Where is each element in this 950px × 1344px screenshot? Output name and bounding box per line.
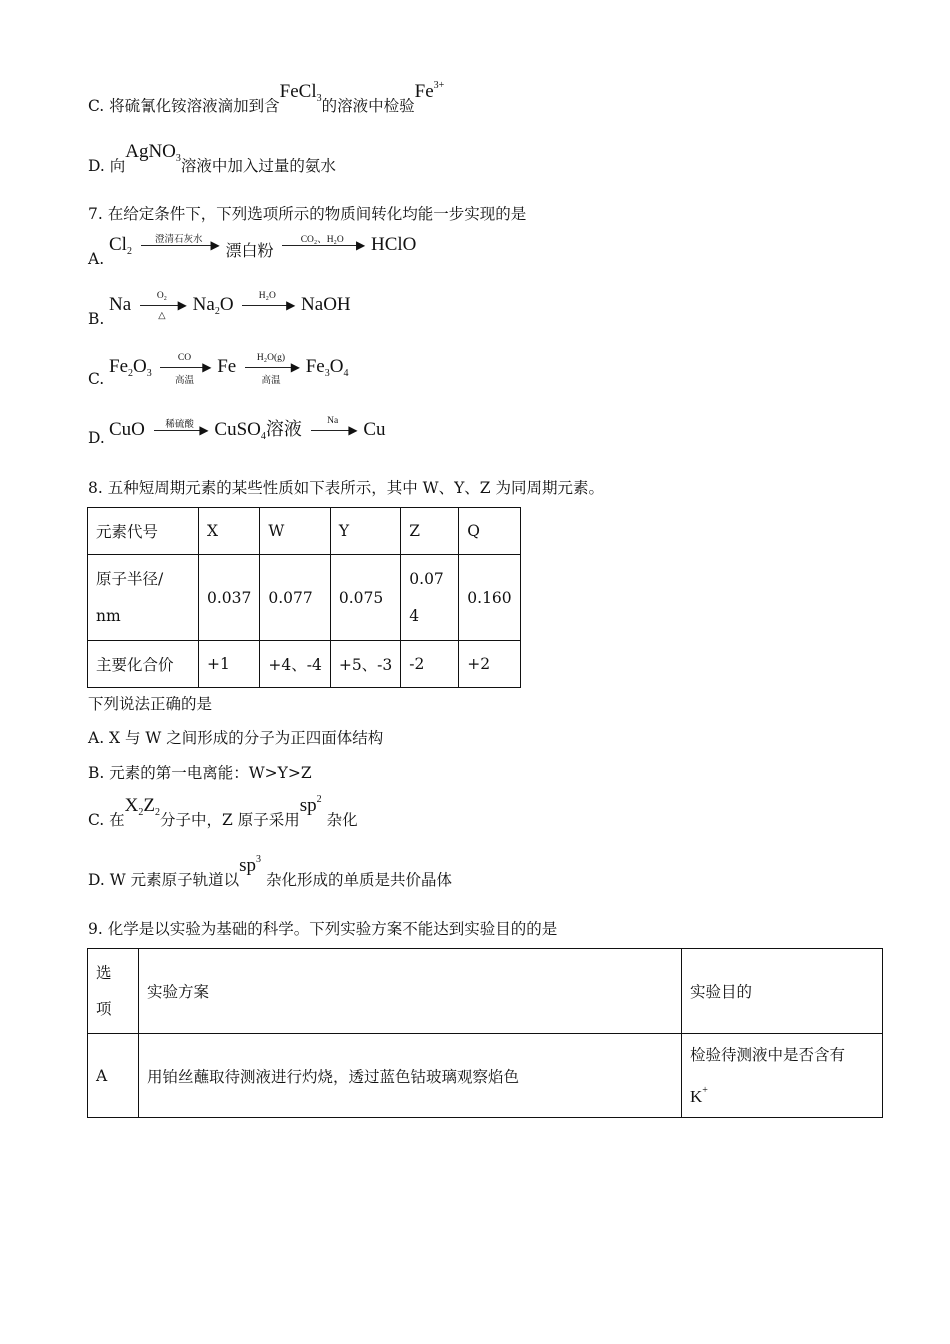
goal-cell: 检验待测液中是否含有 K+ [682,1034,883,1118]
q8-option-d: D. W 元素原子轨道以$sp^3$ 杂化形成的单质是共价晶体 [88,854,452,889]
q8-after: 下列说法正确的是 [88,695,213,713]
arrow-icon: H₂O(g) ▶ 高温 [245,357,297,379]
q8-option-b: B. 元素的第一电离能：W>Y>Z [88,764,312,782]
table-row: A 用铂丝蘸取待测液进行灼烧，透过蓝色钴玻璃观察焰色 检验待测液中是否含有 K+ [88,1034,883,1118]
arrow-icon: Na ▶ [311,420,355,442]
q8-stem: 8. 五种短周期元素的某些性质如下表所示，其中 W、Y、Z 为同周期元素。 [88,479,605,497]
arrow-icon: O₂ ▶ △ [140,295,184,317]
table-row: 原子半径/ nm 0.037 0.077 0.075 0.07 4 0.160 [88,555,521,641]
radius-label: 原子半径/ nm [88,555,199,641]
reaction-b: Na O₂ ▶ △ $Na_2O$ H₂O ▶ NaOH [109,290,351,321]
table-row: 元素代号 X W Y Z Q [88,508,521,555]
reaction-a: $Cl_2$ 澄清石灰水 ▶ $_{漂白粉}$ CO₂、H₂O ▶ HClO [109,234,417,260]
hybrid-sp3: $sp^3$ [239,854,261,876]
table-row: 选 项 实验方案 实验目的 [88,949,883,1034]
q8-option-a: A. X 与 W 之间形成的分子为正四面体结构 [88,729,384,747]
ion-fe3: $Fe^{3+}$ [414,80,445,102]
q6-option-d: D. 向AgNO$_3$溶液中加入过量的氨水 [88,141,336,175]
q9-stem: 9. 化学是以实验为基础的科学。下列实验方案不能达到实验目的的是 [88,920,558,938]
table-row: 主要化合价 +1 +4、-4 +5、-3 -2 +2 [88,641,521,688]
option-header: 选 项 [88,949,139,1034]
q6-option-c: C. 将硫氰化铵溶液滴加到含FeCl$_3$的溶液中检验$Fe^{3+}$ [88,80,445,115]
formula-x2z2: $X_2Z_2$ [124,795,161,818]
reaction-d: CuO 稀硫酸 ▶ CuSO$_4$溶液 Na ▶ Cu [109,415,386,442]
arrow-icon: 稀硫酸 ▶ [154,420,206,442]
arrow-icon: CO₂、H₂O ▶ [282,235,362,257]
hybrid-sp2: $sp^2$ [299,794,322,816]
element-properties-table [87,507,521,688]
ion-k: K+ [690,1084,708,1106]
reaction-c: $Fe_2O_3$ CO ▶ 高温 Fe H₂O(g) ▶ 高温 $Fe_3O_4$ [109,352,349,386]
radius-z: 0.07 4 [401,555,459,641]
arrow-icon: CO ▶ 高温 [160,357,208,379]
formula-agno3: AgNO$_3$ [125,141,181,164]
arrow-icon: 澄清石灰水 ▶ [141,235,217,257]
formula-fecl3: FeCl$_3$ [279,81,322,104]
experiment-table [87,948,883,1118]
arrow-icon: H₂O ▶ [242,295,292,317]
q8-option-c: C. 在$X_2Z_2$分子中，Z 原子采用$sp^2$ 杂化 [88,794,358,829]
q7-stem: 7. 在给定条件下，下列选项所示的物质间转化均能一步实现的是 [88,205,527,223]
